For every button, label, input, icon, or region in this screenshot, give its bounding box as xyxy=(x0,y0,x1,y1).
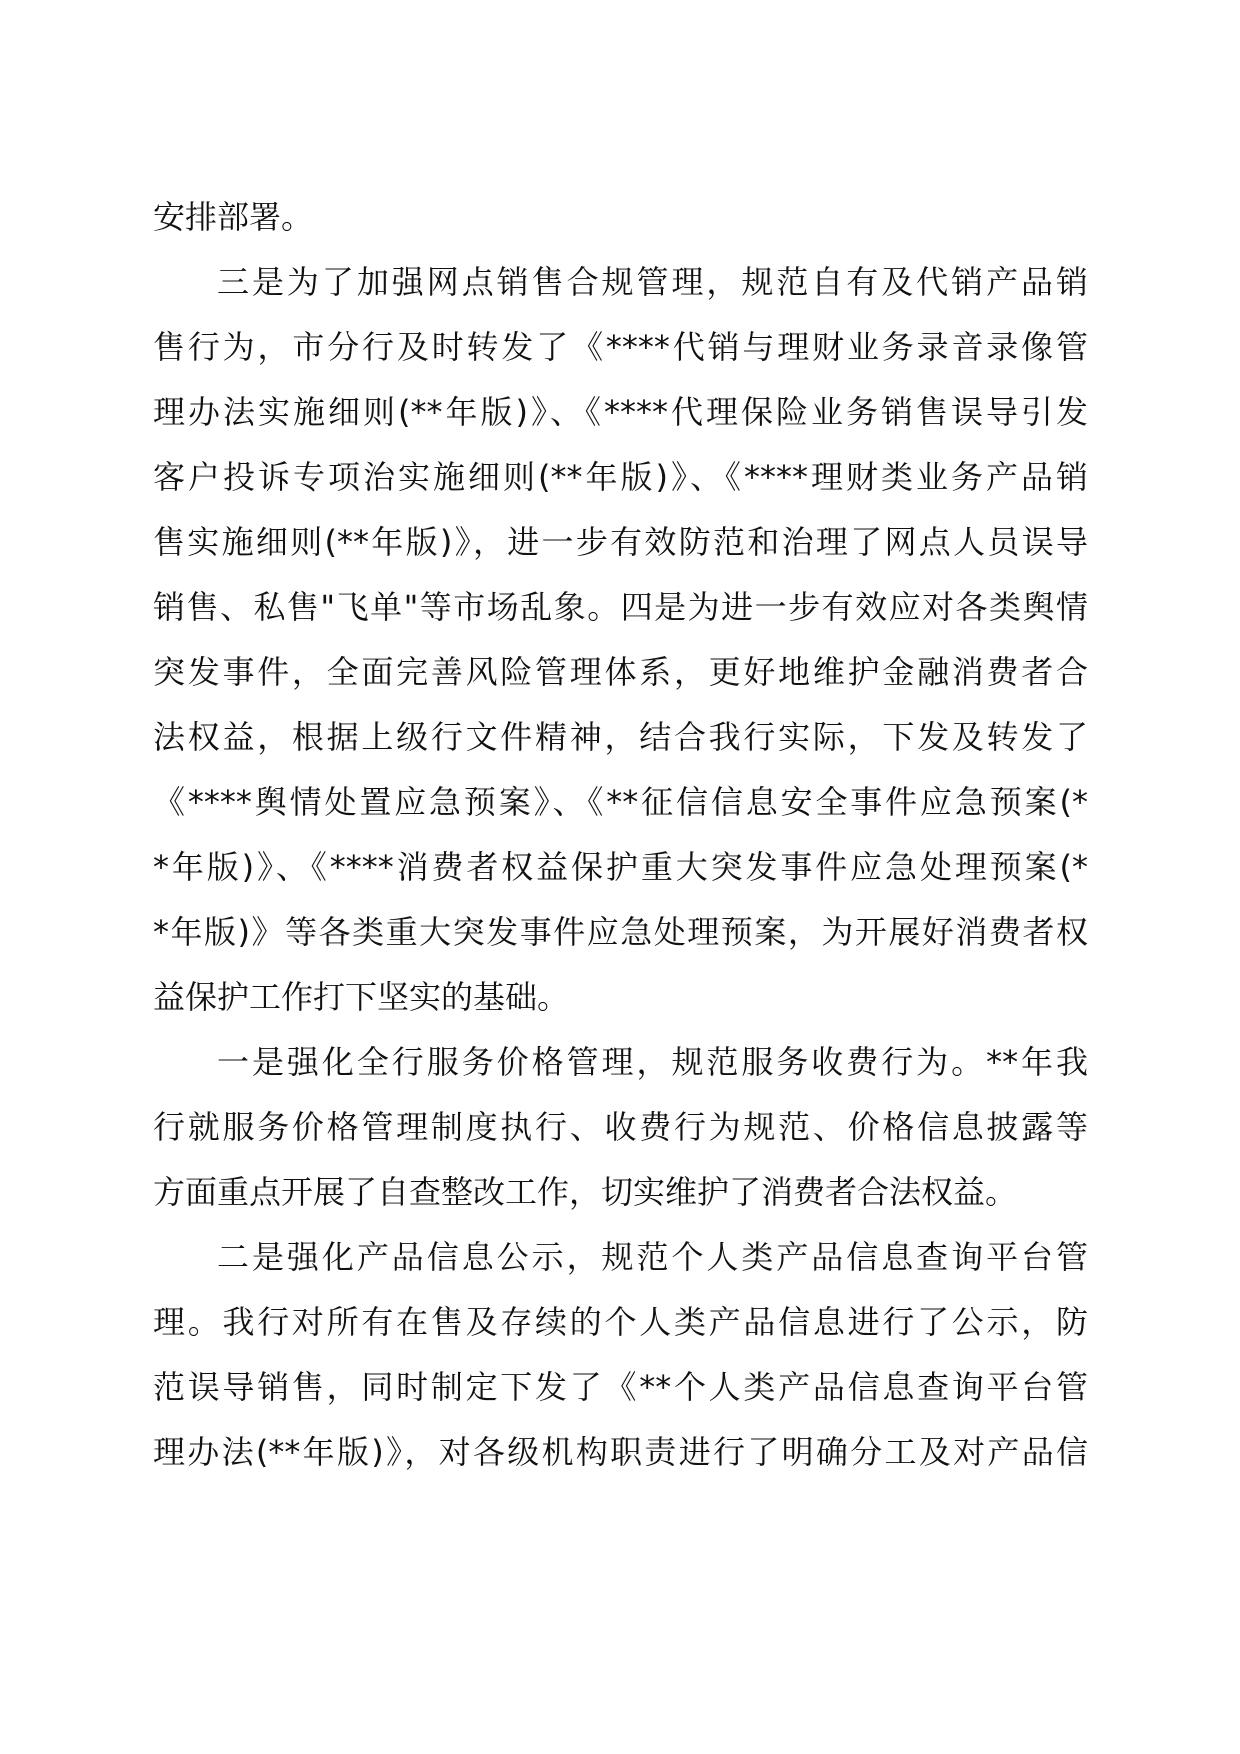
text-line: 突发事件，全面完善风险管理体系，更好地维护金融消费者合 xyxy=(153,653,1088,691)
text-line: 三是为了加强网点销售合规管理，规范自有及代销产品销 xyxy=(217,263,1088,301)
text-line: 法权益，根据上级行文件精神，结合我行实际，下发及转发了 xyxy=(153,718,1088,756)
text-line: *年版)》、《****消费者权益保护重大突发事件应急处理预案(* xyxy=(153,848,1088,886)
text-line: 方面重点开展了自查整改工作，切实维护了消费者合法权益。 xyxy=(153,1173,1018,1211)
text-line: 《****舆情处置应急预案》、《**征信信息安全事件应急预案(* xyxy=(153,783,1088,821)
text-line: 范误导销售，同时制定下发了《**个人类产品信息查询平台管 xyxy=(153,1368,1088,1406)
text-line: 售实施细则(**年版)》，进一步有效防范和治理了网点人员误导 xyxy=(153,523,1088,561)
text-line: 理。我行对所有在售及存续的个人类产品信息进行了公示，防 xyxy=(153,1303,1088,1341)
text-line: 理办法实施细则(**年版)》、《****代理保险业务销售误导引发 xyxy=(153,393,1088,431)
text-line: 客户投诉专项治实施细则(**年版)》、《****理财类业务产品销 xyxy=(153,458,1088,496)
text-line: *年版)》等各类重大突发事件应急处理预案，为开展好消费者权 xyxy=(153,913,1088,951)
text-line: 安排部署。 xyxy=(153,198,314,236)
text-line: 益保护工作打下坚实的基础。 xyxy=(153,978,570,1016)
text-line: 销售、私售"飞单"等市场乱象。四是为进一步有效应对各类舆情 xyxy=(153,588,1088,626)
text-line: 行就服务价格管理制度执行、收费行为规范、价格信息披露等 xyxy=(153,1108,1088,1146)
text-line: 二是强化产品信息公示，规范个人类产品信息查询平台管 xyxy=(217,1238,1088,1276)
text-line: 一是强化全行服务价格管理，规范服务收费行为。**年我 xyxy=(217,1043,1088,1081)
text-line: 售行为，市分行及时转发了《****代销与理财业务录音录像管 xyxy=(153,328,1088,366)
body-text xyxy=(153,185,1088,1485)
text-line: 理办法(**年版)》，对各级机构职责进行了明确分工及对产品信 xyxy=(153,1433,1088,1471)
